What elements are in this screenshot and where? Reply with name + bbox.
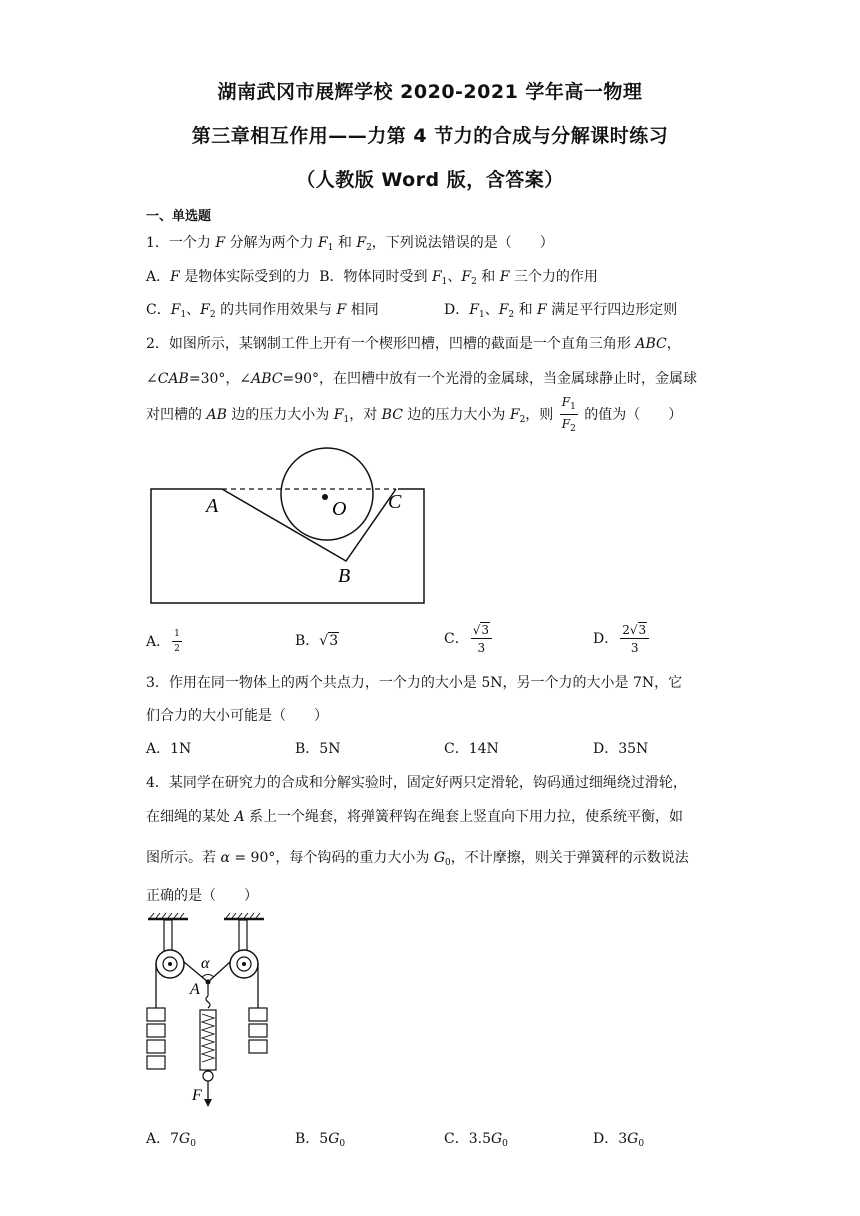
q2-option-d: D． $\frac{2√3}{3}$	[593, 624, 651, 654]
q4-line-1: 4．某同学在研究力的合成和分解实验时，固定好两只定滑轮，钩码通过细绳绕过滑轮，	[146, 775, 687, 791]
q4-line-3: 图所示。若 α = 90°，每个钩码的重力大小为 $G_0$，不计摩擦，则关于弹簧秤的示数说法	[146, 850, 689, 868]
wedge-groove-figure	[150, 446, 430, 606]
q2-option-c: C． $\frac{√3}{3}$	[444, 624, 494, 654]
q3-line-1: 3．作用在同一物体上的两个共点力，一个力的大小是 5N，另一个力的大小是 7N，它	[146, 675, 683, 691]
q1-options-ab	[146, 266, 598, 287]
groove-triangle	[222, 489, 396, 561]
weights-left	[147, 1008, 165, 1069]
label-o: O	[332, 498, 347, 520]
q2-option-b: B．√3	[295, 633, 339, 649]
q4-option-a: A．$7G_0$	[146, 1131, 196, 1149]
q4-line-4: 正确的是（ ）	[146, 888, 258, 904]
workpiece-outline	[151, 489, 424, 603]
q4-option-c: C．$3.5G_0$	[444, 1131, 508, 1149]
q2-line-1: 2．如图所示，某钢制工件上开有一个楔形凹槽，凹槽的截面是一个直角三角形 ABC，	[146, 336, 681, 352]
q3-option-a: A．1N	[146, 741, 192, 757]
ceiling-right	[224, 913, 264, 919]
title-line-2: 第三章相互作用——力第 4 节力的合成与分解课时练习	[191, 125, 669, 147]
label-a: A	[206, 495, 219, 517]
q4-line-2: 在细绳的某处 A 系上一个绳套，将弹簧秤钩在绳套上竖直向下用力拉，使系统平衡，如	[146, 809, 684, 825]
label-c: C	[388, 491, 402, 513]
q1-option-d: D．$F_1$、$F_2$ 和 F 满足平行四边形定则	[444, 302, 678, 320]
q1-stem: 1．一个力 F 分解为两个力 $F_1$ 和 $F_2$，下列说法错误的是（ ）	[146, 235, 554, 253]
q1-option-b: B．物体同时受到 $F_1$、$F_2$ 和 F 三个力的作用	[319, 269, 598, 287]
label-a: A	[190, 981, 200, 998]
q2-option-a: A． $\frac{1}{2}$	[146, 629, 180, 654]
label-f: F	[192, 1087, 202, 1104]
q3-option-d: D．35N	[593, 741, 649, 757]
q2-line-3-text: 对凹槽的 AB 边的压力大小为 $F_1$，对 BC 边的压力大小为 $F_2$，则 $\frac{F_1}{F_2}$ 的值为（ ）	[146, 395, 683, 434]
q3-line-2: 们合力的大小可能是（ ）	[146, 708, 328, 724]
label-b: B	[338, 565, 351, 587]
ball-center-dot	[322, 494, 328, 500]
label-alpha: α	[201, 955, 210, 972]
section-heading: 一、单选题	[146, 209, 212, 224]
q4-option-b: B．$5G_0$	[295, 1131, 346, 1149]
q4-option-d: D．$3G_0$	[593, 1131, 645, 1149]
q3-option-b: B．5N	[295, 741, 341, 757]
q2-line-2: ∠CAB=30°，∠ABC=90°，在凹槽中放有一个光滑的金属球，当金属球静止时，金属球	[146, 371, 698, 387]
weights-right	[249, 1008, 267, 1053]
ceiling-left	[148, 913, 188, 919]
metal-ball	[281, 448, 373, 540]
title-line-3: （人教版 Word 版，含答案）	[296, 169, 564, 191]
groove-opening	[222, 487, 398, 491]
q1-option-c: C．$F_1$、$F_2$ 的共同作用效果与 F 相同	[146, 302, 379, 320]
scale-hook	[206, 996, 210, 1008]
title-line-1: 湖南武冈市展辉学校 2020-2021 学年高一物理	[217, 81, 643, 103]
q1-option-a: A．F 是物体实际受到的力	[146, 269, 311, 285]
pulley-figure	[140, 910, 280, 1110]
q3-option-c: C．14N	[444, 741, 499, 757]
q2-line-3	[146, 396, 682, 434]
